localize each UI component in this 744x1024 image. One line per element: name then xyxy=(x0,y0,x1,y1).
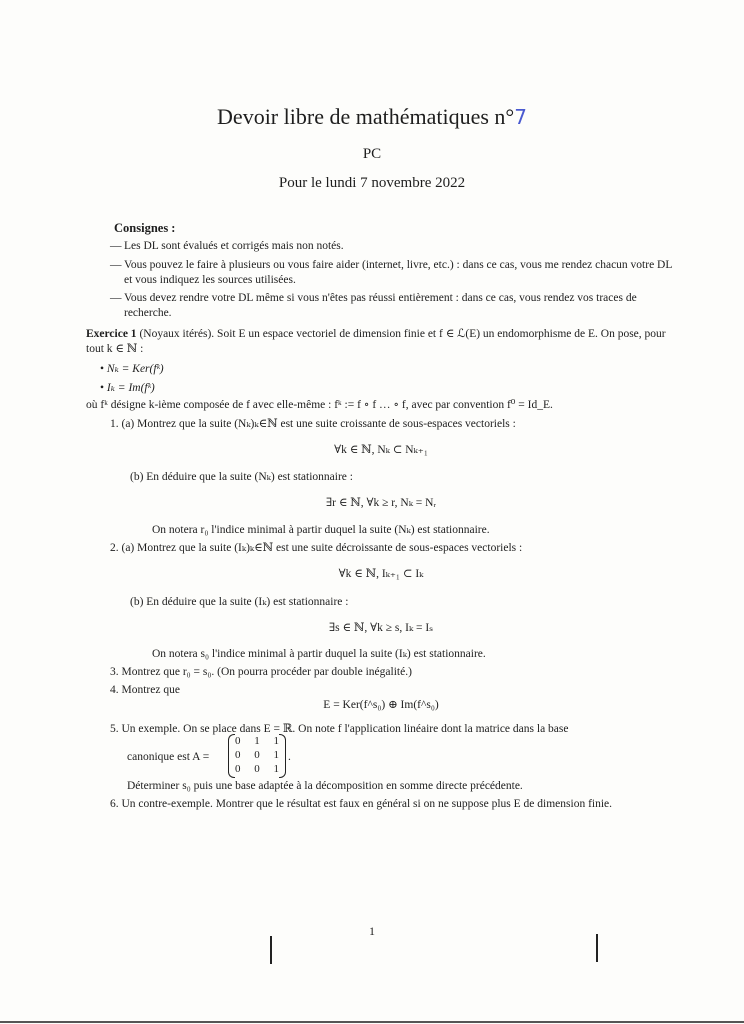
consigne-item: — Vous devez rendre votre DL même si vous n'êtes pas réussi entièrement : dans ce cas, vous rendez vos traces de recherche. xyxy=(110,292,637,319)
note-1: On notera r₀ l'indice minimal à partir duquel la suite (Nₖ) est stationnaire. xyxy=(152,524,490,536)
matrix-right-bracket xyxy=(279,734,286,778)
page-number: 1 xyxy=(369,924,375,938)
matrix-end: . xyxy=(288,751,291,763)
matrix-row: 0 0 1 xyxy=(235,763,279,775)
note-2: On notera s₀ l'indice minimal à partir duquel la suite (Iₖ) est stationnaire. xyxy=(152,648,486,660)
question-2a: 2. (a) Montrez que la suite (Iₖ)ₖ∈ℕ est une suite décroissante de sous-espaces vectoriels : xyxy=(110,542,523,554)
question-4: 4. Montrez que xyxy=(110,684,180,696)
scan-bottom-edge xyxy=(0,1021,744,1023)
question-1b: (b) En déduire que la suite (Nₖ) est stationnaire : xyxy=(130,471,353,483)
question-5: 5. Un exemple. On se place dans E = ℝ. On note f l'application linéaire dont la matrice dans la base xyxy=(110,723,569,735)
matrix-row: 0 0 1 xyxy=(235,749,279,761)
handwritten-number: 7 xyxy=(514,105,527,129)
due-date: Pour le lundi 7 novembre 2022 xyxy=(278,175,466,191)
matrix-row: 0 1 1 xyxy=(235,735,279,747)
page-title: Devoir libre de mathématiques n°7 xyxy=(217,104,527,129)
consigne-item: — Vous pouvez le faire à plusieurs ou vous faire aider (internet, livre, etc.) : dans ce cas, vous me rendez chacun votre DL et vous indiquez les sources utilisées. xyxy=(110,259,672,286)
question-2b: (b) En déduire que la suite (Iₖ) est stationnaire : xyxy=(130,596,349,608)
class-label: PC xyxy=(362,146,382,162)
formula-1a: ∀k ∈ ℕ, Nₖ ⊂ Nₖ₊₁ xyxy=(334,444,428,456)
definition-item: • Iₖ = Im(fᵏ) xyxy=(100,382,155,394)
matrix-left-bracket xyxy=(228,734,235,778)
question-3: 3. Montrez que r₀ = s₀. (On pourra procéder par double inégalité.) xyxy=(110,666,412,678)
matrix-a xyxy=(228,734,286,778)
question-6: 6. Un contre-exemple. Montrer que le résultat est faux en général si on ne suppose plus E de dimension finie. xyxy=(110,798,613,810)
consignes-title: Consignes : xyxy=(114,221,176,235)
exercise-intro: Exercice 1 (Noyaux itérés). Soit E un espace vectoriel de dimension finie et f ∈ ℒ(E) un endomorphisme de E. On pose, pour tout k ∈ ℕ : xyxy=(86,328,666,355)
scan-mark-right xyxy=(596,934,598,962)
definition-note: où fᵏ désigne k-ième composée de f avec elle-même : fᵏ := f ∘ f … ∘ f, avec par convention f⁰ = Id_E. xyxy=(86,399,553,411)
matrix-label: canonique est A = xyxy=(127,751,210,763)
formula-1b: ∃r ∈ ℕ, ∀k ≥ r, Nₖ = Nᵣ xyxy=(325,497,437,509)
consigne-item: — Les DL sont évalués et corrigés mais non notés. xyxy=(110,240,344,252)
note-5: Déterminer s₀ puis une base adaptée à la décomposition en somme directe précédente. xyxy=(127,780,523,792)
formula-2a: ∀k ∈ ℕ, Iₖ₊₁ ⊂ Iₖ xyxy=(338,568,424,580)
definition-item: • Nₖ = Ker(fᵏ) xyxy=(100,363,164,375)
scan-mark-left xyxy=(270,936,272,964)
formula-4: E = Ker(f^s₀) ⊕ Im(f^s₀) xyxy=(323,699,439,711)
formula-2b: ∃s ∈ ℕ, ∀k ≥ s, Iₖ = Iₛ xyxy=(328,622,434,634)
question-1a: 1. (a) Montrez que la suite (Nₖ)ₖ∈ℕ est une suite croissante de sous-espaces vectoriels : xyxy=(110,418,516,430)
